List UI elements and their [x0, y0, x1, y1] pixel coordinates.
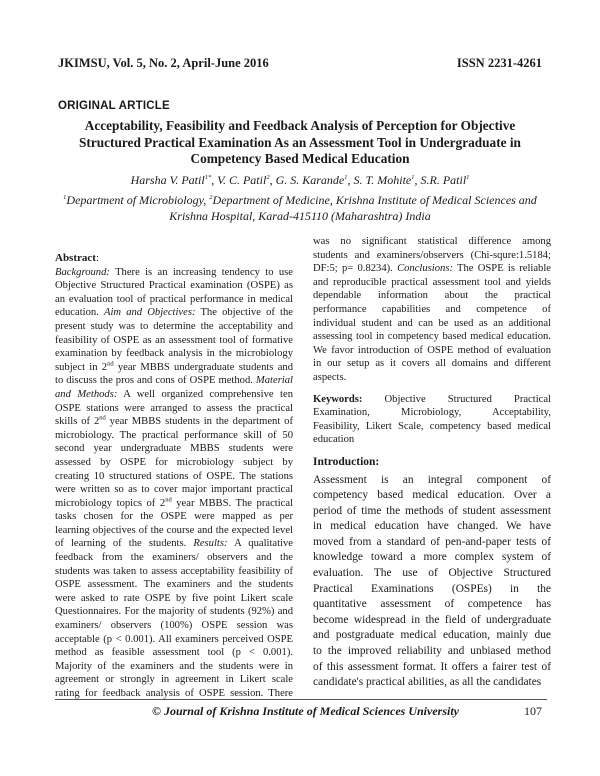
- abstract-line: [55, 633, 293, 647]
- affiliation-mark: 2: [209, 194, 213, 201]
- abstract-line: [55, 320, 293, 334]
- title-line: Structured Practical Examination As an Assessment Tool in Undergraduate in: [79, 134, 521, 150]
- affiliation-mark: 1: [63, 194, 67, 201]
- abstract-line: [55, 673, 293, 687]
- abstract-line: [313, 317, 551, 331]
- abstract-text: second year undergraduate MBBS students were: [55, 443, 293, 455]
- abstract-text: tasks chosen for the OSPE were mapped as per: [55, 511, 293, 523]
- abstract-text: assessing tool in competency based medical education.: [313, 331, 551, 343]
- keywords-line: Examination, Microbiology, Acceptability,: [313, 407, 551, 419]
- abstract-text: A qualitative: [227, 538, 293, 550]
- abstract-text: A well organized comprehensive ten: [117, 388, 293, 400]
- author-separator: ,: [347, 173, 354, 187]
- abstract-line: [55, 334, 293, 348]
- abstract-line: [55, 605, 293, 619]
- abstract-line: [313, 330, 551, 344]
- abstract-text: The OSPE is reliable: [452, 263, 551, 275]
- introduction-heading: Introduction:: [313, 455, 380, 468]
- abstract-line: [313, 357, 551, 371]
- abstract-line: [313, 249, 551, 263]
- abstract-text: acceptable (p < 0.001). All examiners perceived OSPE: [55, 633, 293, 645]
- author-affiliation-mark: 1: [344, 174, 348, 181]
- abstract-text: individual student and can be used as an additional: [313, 317, 551, 329]
- introduction-line: evaluation. The use of Objective Structured: [313, 567, 551, 580]
- introduction-line: competency based medical education. Over a: [313, 489, 551, 502]
- introduction-body: [313, 473, 551, 691]
- abstract-line: [55, 565, 293, 579]
- title-line: Competency Based Medical Education: [190, 151, 410, 166]
- section-label: ORIGINAL ARTICLE: [58, 100, 170, 112]
- abstract-text: subject in 2: [55, 361, 108, 373]
- introduction-line: knowledge toward a more complex system of: [313, 551, 551, 564]
- abstract-text: Majority of the examiners and the students were in: [55, 660, 293, 672]
- author: V. C. Patil: [217, 173, 267, 187]
- abstract-text: DF:5; p= 0.8234).: [313, 263, 398, 275]
- abstract-heading: [55, 252, 293, 266]
- abstract-text: OSPE stations were arranged to assess the practical: [55, 402, 293, 414]
- introduction-line: Practical Examinations (OSPEs) in the: [313, 582, 551, 595]
- keywords-line: education: [313, 434, 355, 446]
- abstract-line: [55, 361, 293, 375]
- abstract-text: of learning of the students.: [55, 538, 194, 550]
- abstract-text: performance capabilities and competence of: [313, 303, 551, 315]
- abstract-line: [313, 235, 551, 249]
- abstract-text: students was taken to assess acceptability feasibility of: [55, 565, 293, 577]
- introduction-line: become widespread in the field of undergraduate: [313, 613, 551, 626]
- abstract-line: [313, 289, 551, 303]
- abstract-text: Questionnaires. For the majority of students (92%) and: [55, 606, 293, 618]
- abstract-text: microbiology. The practical performance skill of 50: [55, 429, 293, 441]
- abstract-text: The objective of the: [195, 307, 293, 319]
- author: S.R. Patil: [420, 173, 467, 187]
- author-separator: ,: [269, 173, 276, 187]
- author-separator: ,: [211, 173, 218, 187]
- affiliation-text: Department of Medicine, Krishna Institute of Medical Sciences and: [212, 193, 537, 207]
- abstract-line: [55, 279, 293, 293]
- abstract-body-left: [55, 266, 293, 701]
- abstract-text: feasibility of OSPE as an assessment tool of formative: [55, 334, 293, 346]
- keywords-text: Objective Structured Practical: [384, 393, 551, 405]
- abstract-text: learning objectives of the course and the expected level: [55, 524, 293, 536]
- abstract-line: [55, 537, 293, 551]
- abstract-text: year MBBS undergraduate students and: [113, 361, 293, 373]
- abstract-text: students and examiners/observers (Chi-squre:1.5184;: [313, 249, 551, 261]
- keywords-label: Keywords:: [313, 393, 363, 405]
- author-affiliation-mark: 1: [411, 174, 415, 181]
- abstract-subheading: Material: [255, 375, 293, 387]
- abstract-text: was no significant statistical difference among: [313, 236, 551, 247]
- author-affiliation-mark: 2: [266, 174, 270, 181]
- right-column: [313, 235, 551, 691]
- abstract-text: skills of 2: [55, 416, 100, 428]
- introduction-line: and postgraduate medical education, mainly due: [313, 629, 551, 642]
- abstract-text: Objective Structured Practical examination (OSPE) as: [55, 280, 293, 292]
- keywords-line: [313, 393, 551, 407]
- introduction-line: candidate's practical abilities, as all the candidates: [313, 676, 542, 689]
- keywords: [313, 393, 551, 447]
- affiliation-text: Department of Microbiology,: [66, 193, 210, 207]
- abstract-text: in our setup as it covers all domains and different: [313, 358, 551, 370]
- abstract-line: [55, 402, 293, 416]
- abstract-line: [313, 371, 551, 385]
- page-number: 107: [524, 704, 542, 718]
- abstract-line: [55, 592, 293, 606]
- author: S. T. Mohite: [353, 173, 412, 187]
- introduction-line: period of time the methods of student assessment: [313, 504, 551, 517]
- abstract-subheading: Results:: [193, 538, 228, 550]
- author-affiliation-mark: 1: [466, 174, 470, 181]
- introduction-line: quantitative assessment of competence has: [313, 598, 551, 611]
- abstract-text: assessed by OSPE for microbiology subject by: [55, 456, 293, 468]
- abstract-text: feedback from the examiners/ observers and the: [55, 552, 293, 564]
- abstract-subheading: Background:: [55, 266, 110, 278]
- introduction-line: in medical education have changed. We have: [313, 520, 551, 533]
- author-list: [0, 173, 600, 188]
- author-affiliation-mark: 1*: [204, 174, 212, 181]
- abstract-text: dependable information about the practical: [313, 290, 551, 302]
- abstract-text: an evaluation tool of practical performance in medical: [55, 293, 293, 305]
- abstract-line: [55, 524, 293, 538]
- introduction-line: of this assessment format. It offers a fairer test of: [313, 660, 551, 673]
- abstract-line: [55, 347, 293, 361]
- abstract-line: [55, 456, 293, 470]
- abstract-text: were written so as to cover major important practical: [55, 484, 293, 496]
- abstract-line: [55, 646, 293, 660]
- abstract-line: [55, 470, 293, 484]
- abstract-text: OSPE assessment. The examiners and the students: [55, 579, 293, 591]
- issn: ISSN 2231-4261: [456, 56, 542, 70]
- abstract-line: [55, 429, 293, 443]
- abstract-heading-colon: :: [95, 252, 99, 264]
- abstract-line: [55, 306, 293, 320]
- author: G. S. Karande: [275, 173, 345, 187]
- abstract-text: We favor introduction of OSPE method of evaluation: [313, 344, 551, 356]
- abstract-text: to discuss the pros and cons of OSPE method.: [55, 375, 256, 387]
- ordinal-suffix: nd: [107, 360, 114, 368]
- abstract-line: [313, 262, 551, 276]
- abstract-text: were asked to rate OSPE by five point Likert scale: [55, 592, 293, 604]
- abstract-heading-text: Abstract: [55, 252, 96, 264]
- keywords-line: Feasibility, Likert Scale, competency based medical: [313, 420, 551, 432]
- introduction-line: to the improved reliability and unbiased method: [313, 645, 551, 658]
- abstract-text: examiners/ observers (100%) OSPE session was: [55, 620, 293, 632]
- abstract-line: [313, 344, 551, 358]
- article-title: [60, 118, 540, 168]
- abstract-text: year MBBS. The practical: [171, 497, 294, 509]
- abstract-text: method as feasible assessment tool (p < 0.001).: [55, 647, 293, 659]
- ordinal-suffix: nd: [99, 414, 106, 422]
- abstract-text: rating for feedback analysis of OSPE session. There: [55, 688, 293, 699]
- abstract-text: year MBBS students in the department of: [105, 416, 293, 428]
- author: Harsha V. Patil: [130, 173, 205, 187]
- footer-copyright: © Journal of Krishna Institute of Medical Sciences University: [152, 704, 459, 718]
- abstract-line: [55, 415, 293, 429]
- ordinal-suffix: nd: [165, 496, 172, 504]
- abstract-subheading: Conclusions:: [397, 263, 453, 275]
- affiliation-line: [60, 192, 540, 208]
- abstract-text: There is an increasing tendency to use: [109, 266, 293, 278]
- abstract-line: [313, 303, 551, 317]
- abstract-subheading: and Methods:: [55, 388, 118, 400]
- abstract-line: [55, 619, 293, 633]
- left-column: [55, 252, 293, 701]
- abstract-line: [55, 497, 293, 511]
- abstract-text: present study was to determine the acceptability and: [55, 320, 293, 332]
- abstract-line: [313, 276, 551, 290]
- affiliation-line: Krishna Hospital, Karad-415110 (Maharashtra) India: [169, 209, 431, 223]
- abstract-text: and reproducible practical assessment tool and yields: [313, 276, 551, 288]
- abstract-text: education.: [55, 307, 104, 319]
- abstract-line: [55, 388, 293, 402]
- abstract-line: [55, 510, 293, 524]
- abstract-text: aspects.: [313, 371, 347, 383]
- affiliations: [60, 192, 540, 224]
- abstract-subheading: Aim and Objectives:: [103, 307, 196, 319]
- abstract-line: [55, 551, 293, 565]
- abstract-text: agreement or strongly in agreement in Likert scale: [55, 674, 293, 686]
- footer-divider: [55, 699, 547, 700]
- journal-citation: JKIMSU, Vol. 5, No. 2, April-June 2016: [58, 56, 269, 70]
- abstract-body-right: [313, 235, 551, 385]
- introduction-line: moved from a standard of pen-and-paper tests of: [313, 535, 551, 548]
- abstract-line: [55, 660, 293, 674]
- abstract-text: creating 10 structured stations of OSPE. The stations: [55, 470, 293, 482]
- title-line: Acceptability, Feasibility and Feedback Analysis of Perception for Objective: [84, 118, 516, 133]
- abstract-line: [55, 293, 293, 307]
- abstract-text: microbiology topics of 2: [55, 497, 166, 509]
- abstract-line: [55, 442, 293, 456]
- author-separator: ,: [414, 173, 421, 187]
- abstract-line: [55, 483, 293, 497]
- introduction-line: Assessment is an integral component of: [313, 473, 551, 486]
- abstract-line: [55, 578, 293, 592]
- abstract-line: [55, 266, 293, 280]
- abstract-text: examination by feedback analysis in the microbiology: [55, 348, 293, 360]
- abstract-line: [55, 374, 293, 388]
